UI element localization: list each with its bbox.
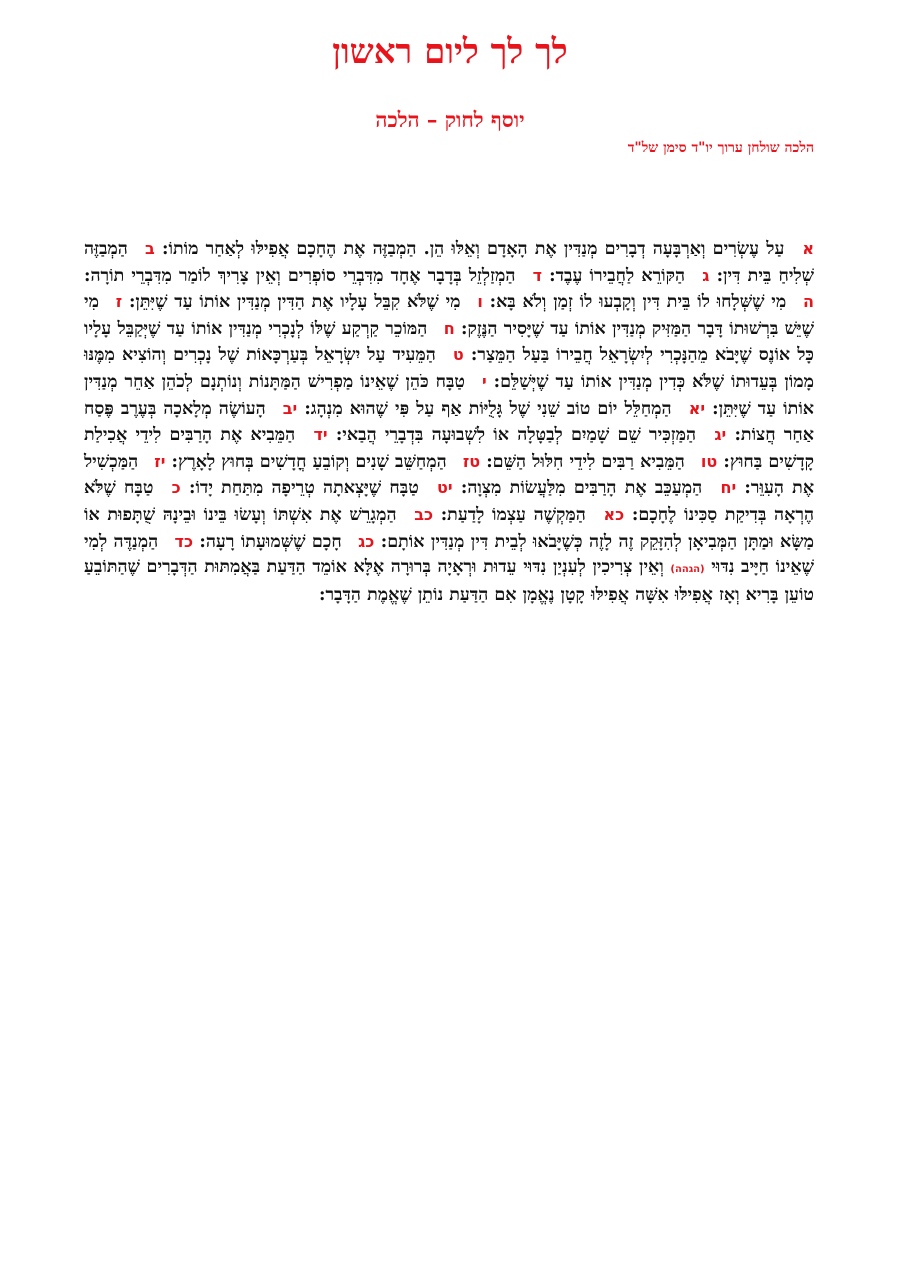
- item-text: מִי שֶׁיֵּשׁ בִּרְשׁוּתוֹ דָּבָר הַמַּזִּיק מְנַדִּין אוֹתוֹ עַד שֶׁיָּסִיר הַנֶּזֶק:: [84, 292, 815, 339]
- item-15: [486, 452, 717, 472]
- item-text: מִי שֶׁלֹּא קִבֵּל עָלָיו אֶת הַדִּין מְנַדִּין אוֹתוֹ עַד שֶׁיִּתֵּן:: [128, 292, 461, 313]
- item-5: [490, 292, 814, 312]
- item-text: הַמֵּבִיא רַבִּים לִידֵי חִלּוּל הַשֵּׁם:: [486, 451, 685, 472]
- hagaha-note: (הגהה): [670, 564, 705, 576]
- item-text: הָעוֹשֶׂה מְלָאכָה בְּעֶרֶב פֶּסַח אַחַר חֲצוֹת:: [84, 398, 815, 446]
- item-text: הַמְנַדֶּה לְמִי שֶׁאֵינוֹ חַיָּיב נִדּוּי: [84, 531, 815, 578]
- item-number: ט: [452, 345, 464, 365]
- item-number: כ: [171, 478, 181, 498]
- item-text: הַמַּכְשִׁיל אֶת הָעִוֵּר:: [84, 451, 815, 499]
- item-text: הַמְגָרֵשׁ אֶת אִשְׁתּוֹ וְעָשׂוּ בֵּינוֹ וּבֵינָהּ שֻׁתָּפוּת אוֹ מַשָּׂא וּמַתָּן הַמְּבִיאָן לְהִזָּקֵק זֶה לָזֶה כְּשֶׁיָּבֹאוּ לְבֵית דִּין מְנַדִּין אוֹתָם:: [84, 504, 815, 552]
- item-4: [84, 266, 542, 286]
- item-number: כג: [358, 531, 375, 551]
- item-text-continued: וְאֵין צְרִיכִין לְעִנְיַן נִדּוּי עֵדוּת וּרְאָיָה בְּרוּרָה אֶלָּא אוֹמֵד הַדַּעַת בַּאֲמִתּוּת הַדְּבָרִים שֶׁהַתּוֹבֵעַ טוֹעֵן בָּרִיא וְאָז אֲפִילּוּ אִשָּׁה אֲפִילּוּ קָטָן נֶאֱמָן אִם הַדַּעַת נוֹתֵן שֶׁאֱמֶת הַדָּבָר:: [84, 557, 814, 605]
- item-text: הַמּוֹכֵר קַרְקַע שֶׁלּוֹ לְנָכְרִי מְנַדִּין אוֹתוֹ עַד שֶׁיְּקַבֵּל עָלָיו כָּל אוֹנֶס שֶׁיָּבֹא מֵהַנָּכְרִי לְיִשְׂרָאֵל חֲבֵירוֹ בַּעַל הַמֵּצַר:: [84, 318, 814, 366]
- item-21: [441, 505, 625, 525]
- item-text: טַבָּח שֶׁיָּצְאתָה טְרֵיפָה מִתַּחַת יָדוֹ:: [188, 478, 419, 499]
- item-number: יד: [313, 425, 328, 445]
- item-number: יג: [714, 425, 727, 445]
- item-number: א: [802, 239, 815, 258]
- item-11: [304, 399, 705, 419]
- item-number: טז: [462, 451, 481, 471]
- item-text: הַמְעַכֵּב אֶת הָרַבִּים מִלַּעֲשׂוֹת מִצְוָה:: [460, 478, 703, 499]
- item-18: [461, 478, 736, 498]
- item-number: ב: [145, 239, 155, 258]
- item-text: הַמֵּעִיד עַל יִשְׂרָאֵל בְּעַרְכָּאוֹת שֶׁל נָכְרִים וְהוֹצִיא מִמֶּנּוּ מָמוֹן בְּעֵדוּתוֹ שֶׁלֹּא כְּדִין מְנַדִּין אוֹתוֹ עַד שֶׁיְּשַׁלֵּם:: [84, 345, 815, 392]
- page-subtitle: יוסף לחוק – הלכה: [375, 107, 525, 132]
- item-text: הַמַּקְשֶׁה עַצְמוֹ לָדַעַת:: [440, 504, 586, 525]
- item-text: עַל עֶשְׂרִים וְאַרְבָּעָה דְבָרִים מְנַדִּין אֶת הָאָדָם וְאֵלּוּ הֵן. הַמְבַזֶּה אֶת הֶחָכָם אֲפִילּוּ לְאַחַר מוֹתוֹ:: [162, 239, 785, 259]
- item-text: הַמֵּבִיא אֶת הָרַבִּים לִידֵי אֲכִילַת קָדָשִׁים בַּחוּץ:: [84, 425, 815, 472]
- item-text: הַמְחַשֵּׁב שָׁנִים וְקוֹבֵעַ חֳדָשִׁים בְּחוּץ לָאָרֶץ:: [171, 451, 447, 472]
- item-text: טַבָּח כֹּהֵן שֶׁאֵינוֹ מַפְרִישׁ הַמַּתָּנוֹת וְנוֹתְנָם לְכֹהֵן אַחֵר מְנַדִּין אוֹתוֹ עַד שֶׁיִּתֵּן:: [84, 371, 815, 419]
- item-number: יח: [720, 478, 737, 498]
- item-text: הַמַּזְכִּיר שֵׁם שָׁמַיִם לְבַטָּלָה אוֹ לִשְׁבוּעָה בִּדְבָרֵי הֲבַאי:: [335, 425, 697, 446]
- item-number: ו: [477, 292, 483, 312]
- item-number: ג: [702, 265, 710, 285]
- halacha-text: [84, 236, 814, 608]
- item-23: [199, 532, 374, 552]
- page-title: לך לך ליום ראשון: [332, 32, 568, 72]
- item-text: טַבָּח שֶׁלֹּא הֶרְאָה בְּדִיקַת סַכִּינוֹ לֶחָכָם:: [84, 478, 815, 525]
- item-text: הַמְבַזֶּה שְׁלִיחַ בֵּית דִּין:: [84, 239, 815, 286]
- item-13: [336, 425, 726, 445]
- item-number: יב: [282, 398, 298, 418]
- item-6: [129, 292, 483, 312]
- item-text: הַמְזַלְזֵל בְּדָבָר אֶחָד מִדִּבְרֵי סוֹפְרִים וְאֵין צָרִיךְ לוֹמַר מִדִּבְרֵי תוֹרָה:: [84, 265, 516, 286]
- item-text: מִי שֶׁשְּׁלָחוּ לוֹ בֵּית דִּין וְקָבְעוּ לוֹ זְמַן וְלֹא בָּא:: [489, 292, 787, 313]
- item-number: י: [481, 371, 487, 391]
- item-text: הַמְחַלֵּל יוֹם טוֹב שֵׁנִי שֶׁל גָּלֻיּוֹת אַף עַל פִּי שֶׁהוּא מִנְהָג:: [304, 398, 672, 419]
- item-text: חָכָם שֶׁשְּׁמוּעָתוֹ רָעָה:: [199, 531, 342, 552]
- item-number: יז: [154, 451, 166, 471]
- item-1: [162, 239, 814, 259]
- item-16: [172, 452, 481, 472]
- item-number: ה: [803, 292, 815, 312]
- item-number: יט: [437, 478, 453, 498]
- item-number: כב: [414, 504, 434, 524]
- item-3: [549, 266, 709, 286]
- item-number: כא: [603, 504, 625, 524]
- item-number: ד: [532, 265, 542, 285]
- item-number: יא: [688, 398, 706, 418]
- source-reference: הלכה שולחן ערוך יו"ד סימן של"ד: [627, 140, 814, 156]
- item-number: ז: [115, 292, 123, 312]
- item-text: הַקּוֹרֵא לַחֲבֵירוֹ עֶבֶד:: [549, 265, 686, 286]
- item-number: כד: [174, 531, 194, 551]
- item-19: [189, 478, 453, 498]
- item-number: טו: [700, 451, 718, 471]
- item-number: ח: [443, 318, 455, 338]
